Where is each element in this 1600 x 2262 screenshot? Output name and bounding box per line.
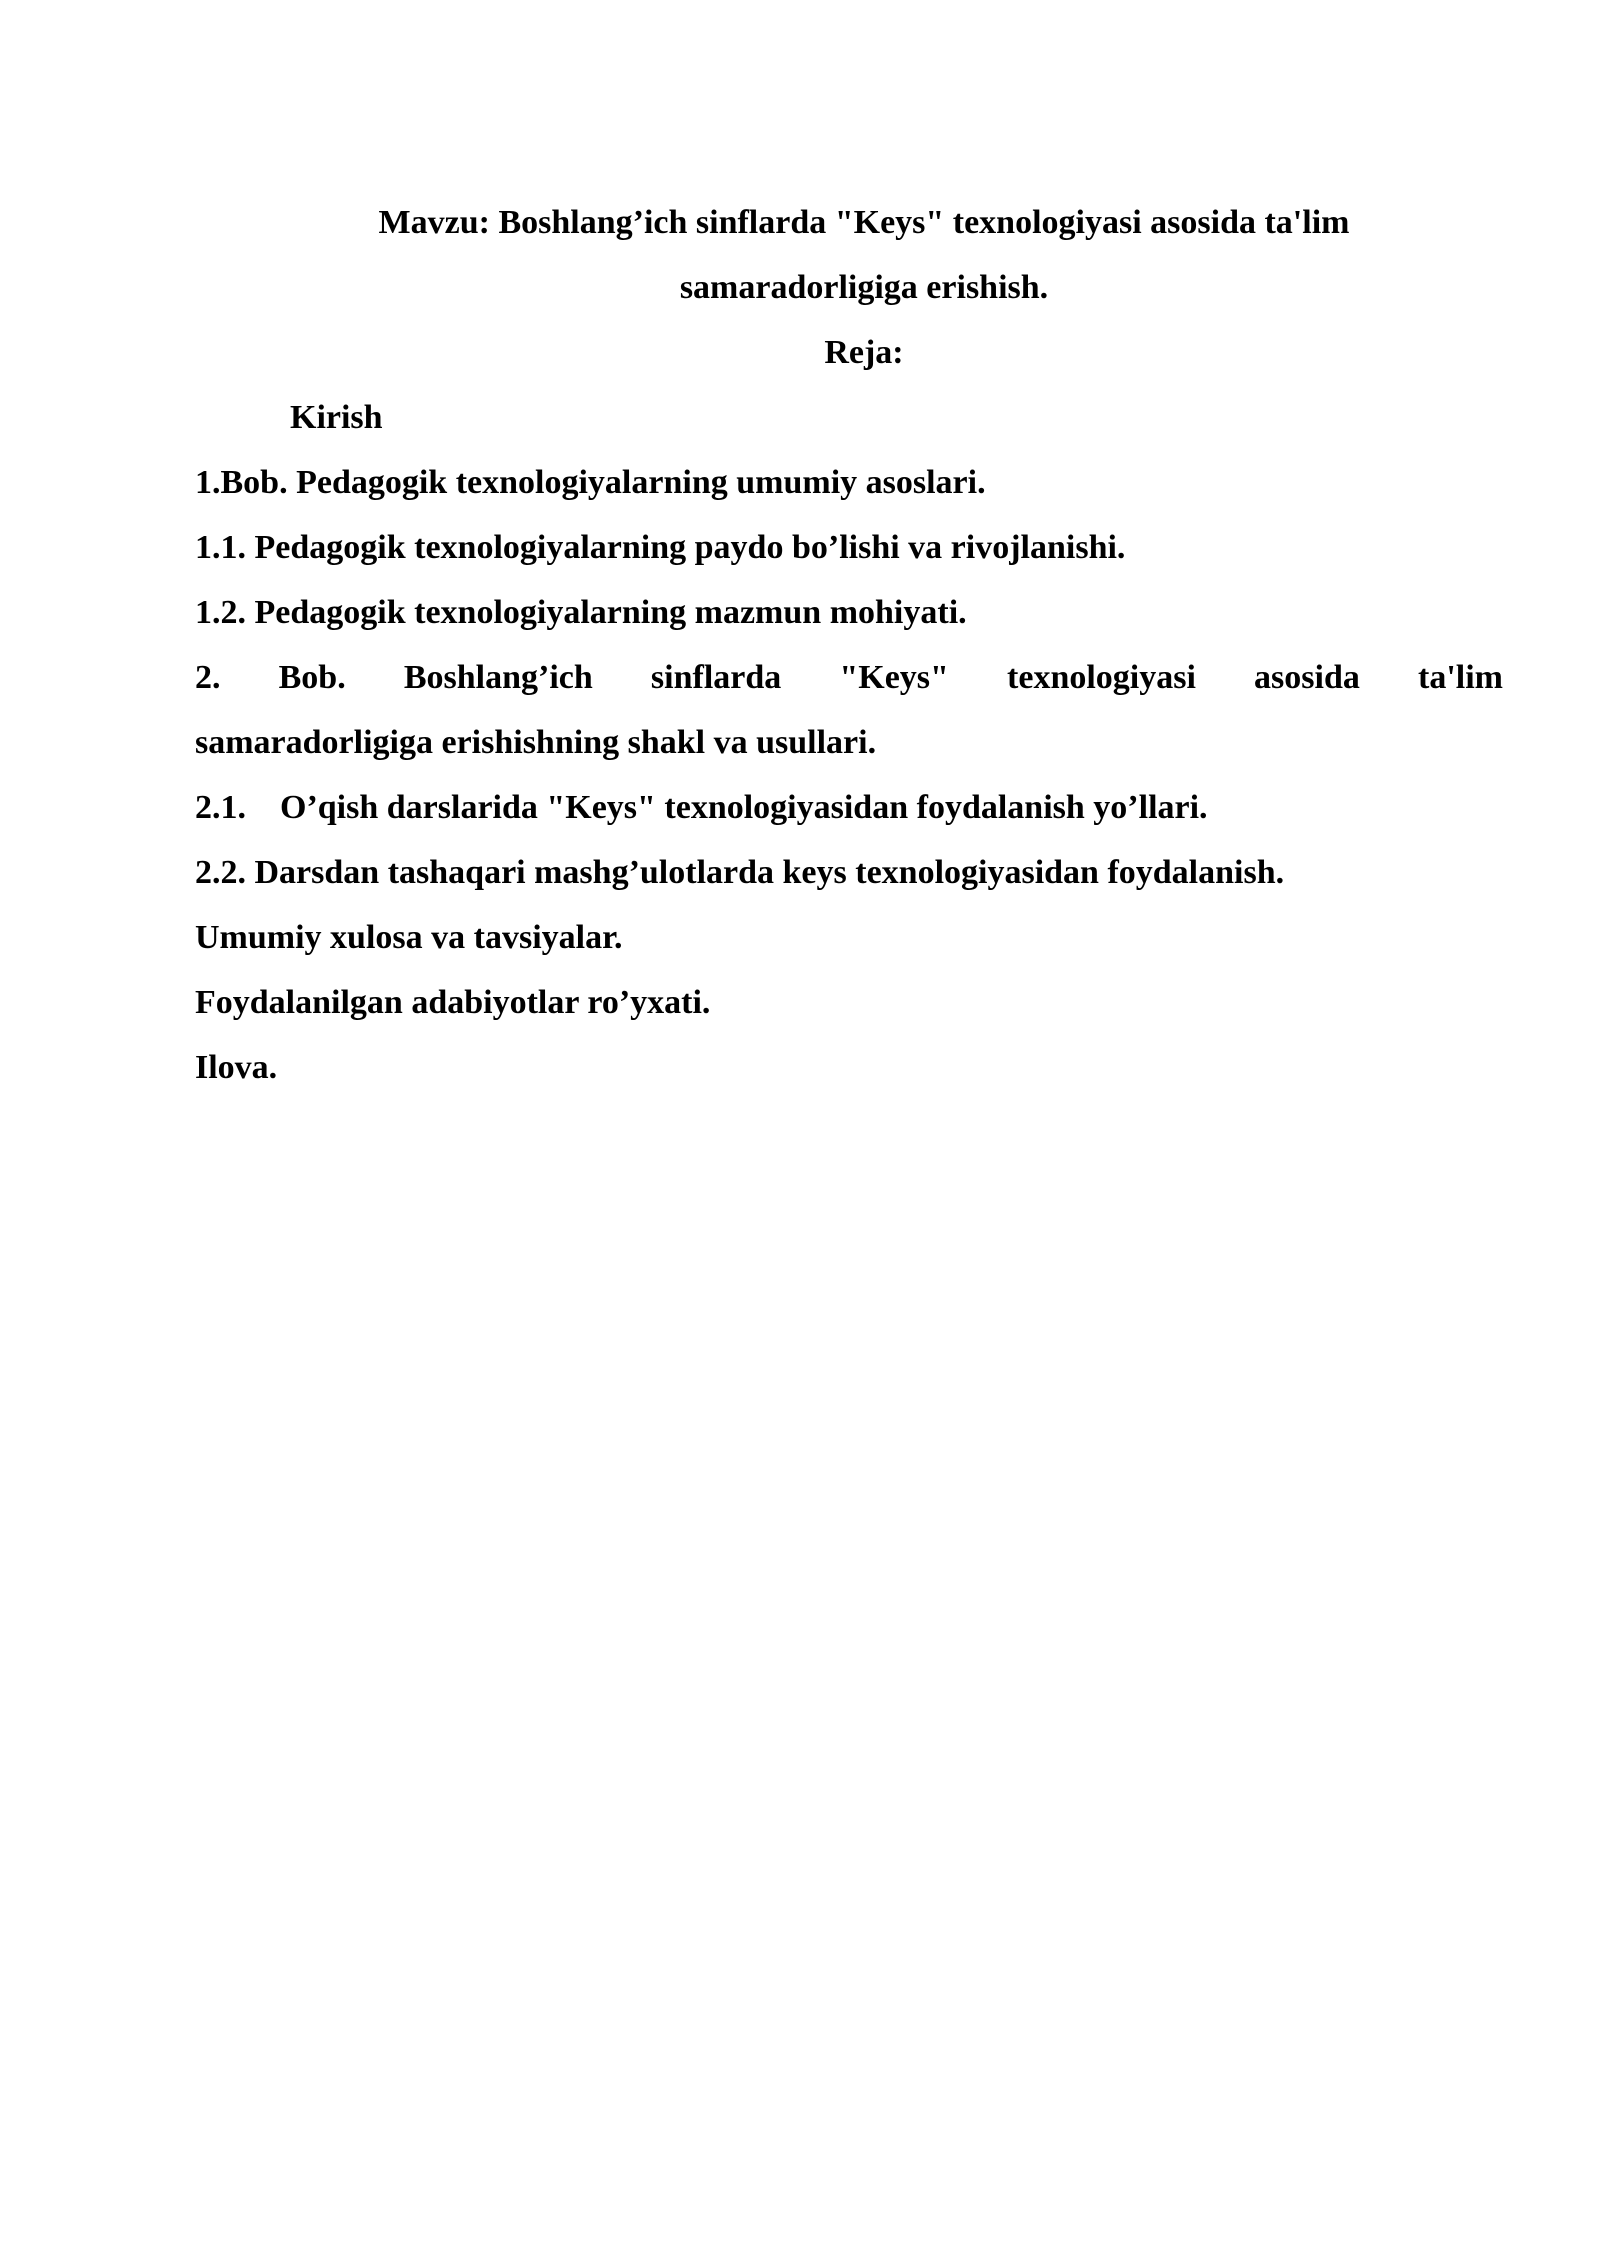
intro-item: Kirish xyxy=(290,399,383,436)
section-2-1-text: O’qish darslarida "Keys" texnologiyasidan foydalanish yo’llari. xyxy=(280,789,1208,826)
section-2-2: 2.2. Darsdan tashaqari mashg’ulotlarda keys texnologiyasidan foydalanish. xyxy=(195,854,1285,891)
chapter-2-line-1: 2. Bob. Boshlang’ich sinflarda "Keys" texnologiyasi asosida ta'lim xyxy=(195,659,1503,696)
title-line-1: Mavzu: Boshlang’ich sinflarda "Keys" texnologiyasi asosida ta'lim xyxy=(378,204,1350,241)
chapter-2-line-2: samaradorligiga erishishning shakl va usullari. xyxy=(195,724,877,761)
chapter-1: 1.Bob. Pedagogik texnologiyalarning umumiy asoslari. xyxy=(195,464,986,501)
section-2-1-number: 2.1. xyxy=(195,789,246,826)
section-1-2: 1.2. Pedagogik texnologiyalarning mazmun mohiyati. xyxy=(195,594,967,631)
conclusion-item: Umumiy xulosa va tavsiyalar. xyxy=(195,919,623,956)
title-line-2: samaradorligiga erishish. xyxy=(679,269,1049,306)
appendix-item: Ilova. xyxy=(195,1049,278,1086)
plan-heading: Reja: xyxy=(824,334,904,371)
references-item: Foydalanilgan adabiyotlar ro’yxati. xyxy=(195,984,711,1021)
section-1-1: 1.1. Pedagogik texnologiyalarning paydo bo’lishi va rivojlanishi. xyxy=(195,529,1126,566)
document-body xyxy=(195,190,1503,1100)
section-2-1 xyxy=(195,775,1503,840)
